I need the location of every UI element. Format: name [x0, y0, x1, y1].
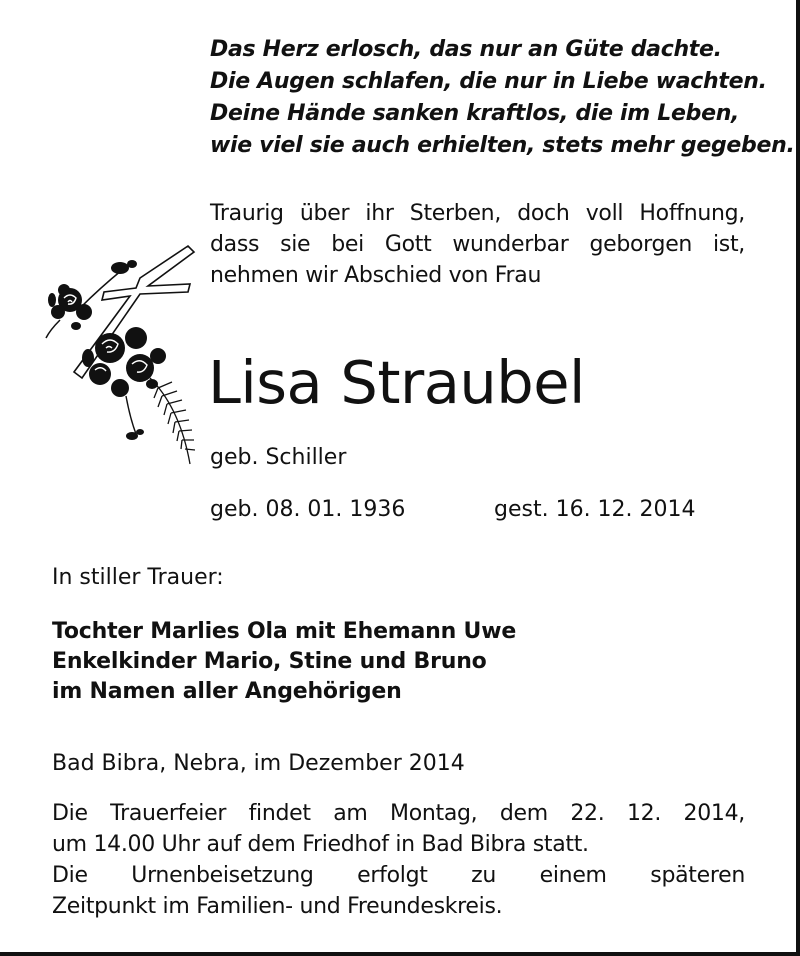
poem-line: Das Herz erlosch, das nur an Güte dachte. — [210, 37, 722, 62]
cross-with-roses-icon — [40, 238, 200, 470]
mourner-line: Tochter Marlies Ola mit Ehemann Uwe — [52, 619, 517, 644]
funeral-info — [52, 798, 745, 922]
mourner-line: im Namen aller Angehörigen — [52, 679, 402, 704]
intro-line: nehmen wir Abschied von Frau — [210, 263, 542, 288]
death-date: gest. 16. 12. 2014 — [494, 497, 696, 522]
mourners-heading: In stiller Trauer: — [52, 565, 224, 590]
mourner-line: Enkelkinder Mario, Stine und Bruno — [52, 649, 487, 674]
funeral-line: Die Trauerfeier findet am Montag, dem 22. 12. 2014, — [52, 801, 745, 826]
funeral-line: um 14.00 Uhr auf dem Friedhof in Bad Bibra statt. — [52, 832, 589, 857]
place-date: Bad Bibra, Nebra, im Dezember 2014 — [52, 751, 465, 776]
funeral-line: Zeitpunkt im Familien- und Freundeskreis. — [52, 894, 503, 919]
maiden-name: geb. Schiller — [210, 445, 347, 470]
birth-date: geb. 08. 01. 1936 — [210, 497, 406, 522]
intro-text — [210, 198, 745, 291]
poem-line: Deine Hände sanken kraftlos, die im Leben, — [210, 101, 740, 126]
deceased-name: Lisa Straubel — [208, 348, 585, 417]
life-dates — [210, 494, 720, 526]
poem-line: wie viel sie auch erhielten, stets mehr gegeben. — [210, 133, 795, 158]
poem — [210, 34, 795, 162]
intro-line: dass sie bei Gott wunderbar geborgen ist, — [210, 232, 745, 257]
intro-line: Traurig über ihr Sterben, doch voll Hoffnung, — [210, 201, 745, 226]
mourners-list — [52, 617, 516, 707]
funeral-line: Die Urnenbeisetzung erfolgt zu einem späteren — [52, 863, 745, 888]
poem-line: Die Augen schlafen, die nur in Liebe wachten. — [210, 69, 767, 94]
